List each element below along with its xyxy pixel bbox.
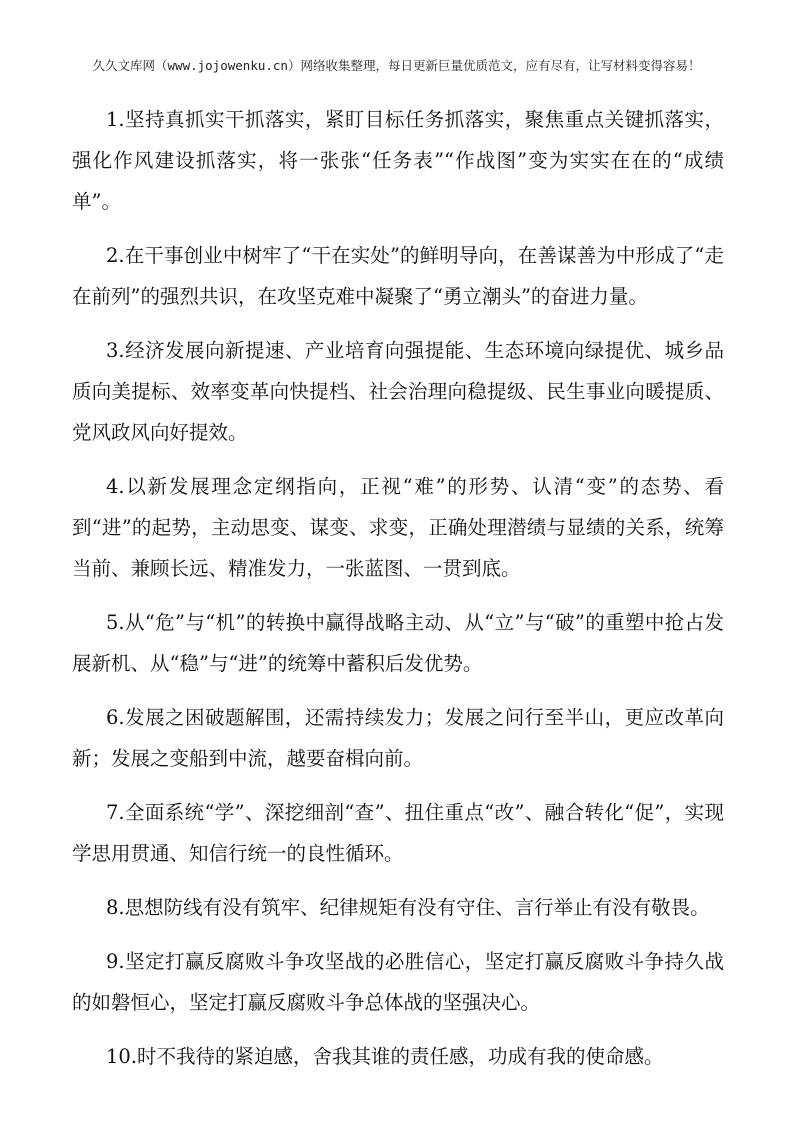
paragraph-8: 8.思想防线有没有筑牢、纪律规矩有没有守住、言行举止有没有敬畏。 — [106, 896, 710, 919]
paragraph-5: 5.从“危”与“机”的转换中赢得战略主动、从“立”与“破”的重塑中抢占发展新机、从“稳”与“进”的统筹中蓄积后发优势。 — [72, 611, 724, 675]
paragraph-1: 1.坚持真抓实干抓落实，紧盯目标任务抓落实，聚焦重点关键抓落实，强化作风建设抓落实，将一张张“任务表”“作战图”变为实实在在的“成绩单”。 — [72, 108, 724, 213]
paragraph-3: 3.经济发展向新提速、产业培育向强提能、生态环境向绿提优、城乡品质向美提标、效率变革向快提档、社会治理向稳提级、民生事业向暖提质、党风政风向好提效。 — [72, 339, 724, 444]
document-body — [72, 99, 724, 1090]
paragraph-10: 10.时不我待的紧迫感，舍我其谁的责任感，功成有我的使命感。 — [106, 1045, 664, 1068]
paragraph-9: 9.坚定打赢反腐败斗争攻坚战的必胜信心，坚定打赢反腐败斗争持久战的如磐恒心，坚定打赢反腐败斗争总体战的坚强决心。 — [72, 950, 724, 1014]
page-header: 久久文库网（www.jojowenku.cn）网络收集整理，每日更新巨量优质范文，应有尽有，让写材料变得容易！ — [92, 58, 701, 73]
paragraph-4: 4.以新发展理念定纲指向，正视“难”的形势、认清“变”的态势、看到“进”的起势，主动思变、谋变、求变，正确处理潜绩与显绩的关系，统筹当前、兼顾长远、精准发力，一张蓝图、一贯到底。 — [72, 475, 724, 580]
paragraph-6: 6.发展之困破题解围，还需持续发力；发展之问行至半山，更应改革向新；发展之变船到中流，越要奋楫向前。 — [72, 706, 724, 770]
paragraph-7: 7.全面系统“学”、深挖细剖“查”、扭住重点“改”、融合转化“促”，实现学思用贯通、知信行统一的良性循环。 — [72, 801, 724, 865]
paragraph-2: 2.在干事创业中树牢了“干在实处”的鲜明导向，在善谋善为中形成了“走在前列”的强烈共识，在攻坚克难中凝聚了“勇立潮头”的奋进力量。 — [72, 244, 724, 308]
